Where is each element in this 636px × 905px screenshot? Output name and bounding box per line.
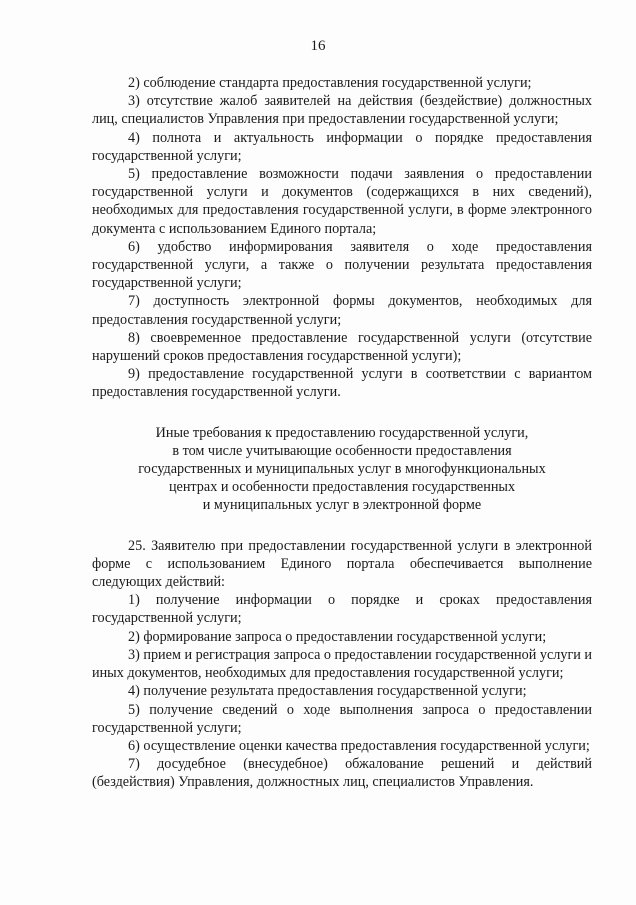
document-body — [92, 74, 592, 792]
paragraph: 7) доступность электронной формы документов, необходимых для предоставления государственной услуги; — [92, 293, 592, 328]
paragraph: 2) соблюдение стандарта предоставления государственной услуги; — [128, 75, 532, 91]
section-heading-line: в том числе учитывающие особенности предоставления — [172, 442, 512, 459]
paragraph: 4) полнота и актуальность информации о порядке предоставления государственной услуги; — [92, 129, 592, 164]
paragraph: 8) своевременное предоставление государственной услуги (отсутствие нарушений сроков предоставления государственной услуги); — [92, 329, 592, 365]
paragraph: 3) прием и регистрация запроса о предоставлении государственной услуги и иных документов, необходимых для предоставления государственной услуги; — [92, 646, 592, 682]
section-heading — [92, 424, 592, 515]
paragraph: 4) получение результата предоставления государственной услуги; — [128, 683, 527, 700]
section-heading-line: государственных и муниципальных услуг в многофункциональных — [138, 461, 546, 478]
paragraph: 1) получение информации о порядке и сроках предоставления государственной услуги; — [92, 592, 592, 627]
paragraph: 25. Заявителю при предоставлении государственной услуги в электронной форме с использованием Единого портала обеспечивается выполнение следующих действий: — [92, 537, 592, 591]
paragraph: 6) удобство информирования заявителя о ходе предоставления государственной услуги, а также о получении результата предоставления государственной услуги; — [92, 238, 592, 292]
paragraph: 9) предоставление государственной услуги в соответствии с вариантом предоставления государственной услуги. — [92, 366, 592, 401]
section-heading-line: и муниципальных услуг в электронной форме — [202, 497, 482, 514]
paragraph: 5) получение сведений о ходе выполнения запроса о предоставлении государственной услуги; — [92, 701, 592, 736]
section-heading-line: центрах и особенности предоставления государственных — [168, 479, 516, 496]
paragraph: 3) отсутствие жалоб заявителей на действия (бездействие) должностных лиц, специалистов Управления при предоставлении государственной услуги; — [92, 93, 592, 128]
page-number: 16 — [310, 38, 326, 54]
paragraph: 7) досудебное (внесудебное) обжалование решений и действий (бездействия) Управления, должностных лиц, специалистов Управления. — [92, 756, 592, 791]
paragraph: 2) формирование запроса о предоставлении государственной услуги; — [128, 628, 547, 645]
paragraph: 6) осуществление оценки качества предоставления государственной услуги; — [128, 737, 590, 754]
section-heading-line: Иные требования к предоставлению государственной услуги, — [155, 424, 529, 441]
paragraph: 5) предоставление возможности подачи заявления о предоставлении государственной услуги и документов (содержащихся в них сведений), необходимых для предоставления государственной услуги, в форме электронного документа с использованием Единого портала; — [92, 166, 592, 237]
